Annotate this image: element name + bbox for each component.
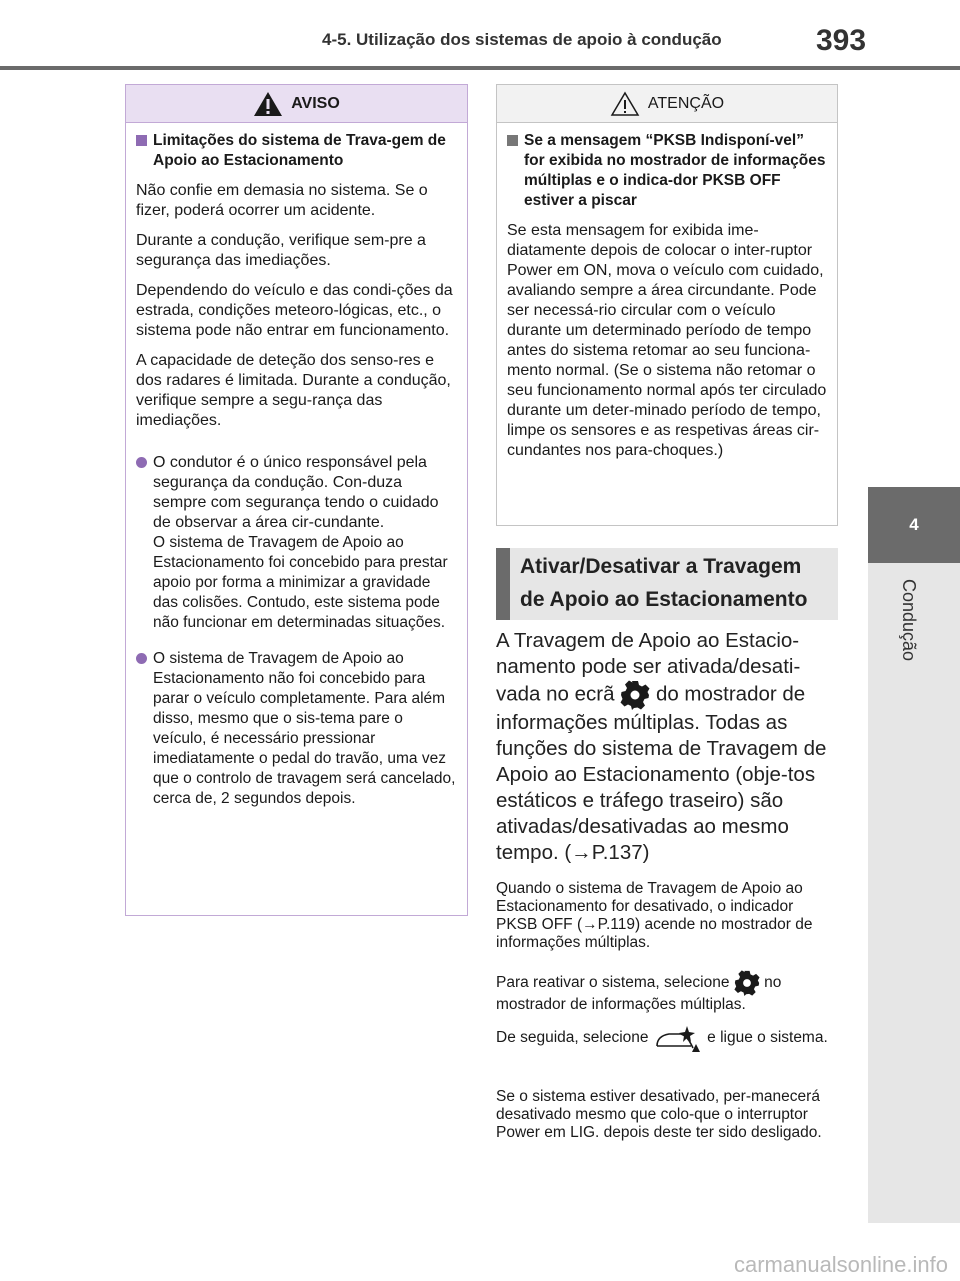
- note-persist: [496, 1088, 838, 1142]
- aviso-paragraph: Não confie em demasia no sistema. Se o fizer, poderá ocorrer um acidente.: [136, 182, 428, 219]
- atencao-paragraph: Se esta mensagem for exibida ime-diatamente depois de colocar o inter-ruptor Power em ON, mova o veículo com cuidado, avaliando sempre a área circundante. Pode ser necessá-rio circular com o veículo durante um determinado período de tempo antes do sistema retomar ao seu funciona-mento normal. (Se o sistema não retomar o seu funcionamento normal após ter circulado durante um deter-minado período de tempo, limpe os sensores e as respetivas áreas cir-cundantes nos para-choques.): [507, 222, 827, 459]
- aviso-box: [125, 84, 468, 916]
- atencao-title: ATENÇÃO: [647, 94, 725, 112]
- note-text: Quando o sistema de Travagem de Apoio ao Estacionamento for desativado, o indicador PKSB OFF (→P.119) acende no mostrador de informações múltiplas.: [496, 880, 813, 951]
- note-text: Para reativar o sistema, selecione: [496, 974, 730, 992]
- aviso-header: [126, 85, 467, 123]
- aviso-bullet-text: O condutor é o único responsável pela segurança da condução. Con-duza sempre com segurança tendo o cuidado de observar a área cir-cundante.: [153, 454, 439, 531]
- note-reactivate: [496, 970, 838, 1014]
- gear-icon: [620, 680, 650, 710]
- aviso-paragraph: Dependendo do veículo e das condi-ções da estrada, condições meteoro-lógicas, etc., o sistema pode não entrar em funcionamento.: [136, 282, 453, 339]
- aviso-bullet-detail: O sistema de Travagem de Apoio ao Estacionamento foi concebido para prestar apoio por forma a minimizar a gravidade das colisões. Contudo, este sistema pode não funcionar em determinadas situações.: [153, 534, 448, 631]
- aviso-subheading: [136, 131, 457, 171]
- chapter-label-tab: [868, 563, 960, 1223]
- aviso-paragraph: Durante a condução, verifique sem-pre a segurança das imediações.: [136, 232, 426, 269]
- aviso-bullet-text: O sistema de Travagem de Apoio ao Estacionamento não foi concebido para parar o veículo completamente. Para além disso, mesmo que o sis-tema pare o veículo, é necessário pressionar imediatamente o pedal do travão, uma vez que o controlo de travagem será cancelado, cerca de, 2 segundos depois.: [153, 650, 456, 807]
- square-bullet-icon: [136, 135, 147, 146]
- note-deactivated: [496, 880, 838, 952]
- intro-text-after-icon: do mostrador de informações múltiplas. Todas as funções do sistema de Travagem de Apoio ao Estacionamento (obje-tos estáticos e tráfego traseiro) são ativadas/desativadas ao mesmo tempo. (→P.137): [496, 682, 827, 864]
- note-text: e ligue o sistema.: [707, 1029, 828, 1047]
- section-intro: [496, 628, 838, 866]
- note-text: no mostrador de informações múltiplas.: [496, 974, 782, 1013]
- chapter-label: Condução: [899, 579, 919, 662]
- header-rule: [0, 66, 960, 70]
- note-select: [496, 1022, 838, 1054]
- round-bullet-icon: [136, 457, 147, 468]
- caution-triangle-icon: [610, 91, 640, 117]
- square-bullet-icon: [507, 135, 518, 146]
- warning-triangle-icon: [253, 91, 283, 117]
- aviso-paragraph: A capacidade de deteção dos senso-res e dos radares é limitada. Durante a condução, verifique sempre a segu-rança das imediações.: [136, 352, 451, 429]
- round-bullet-icon: [136, 653, 147, 664]
- header-title: 4-5. Utilização dos sistemas de apoio à condução: [322, 30, 722, 49]
- aviso-subheading-text: Limitações do sistema de Trava-gem de Apoio ao Estacionamento: [153, 132, 446, 169]
- page-number: 393: [816, 24, 867, 57]
- watermark: carmanualsonline.info: [733, 1252, 948, 1277]
- aviso-bullet: [136, 649, 457, 809]
- atencao-subheading: [507, 131, 827, 211]
- atencao-box: [496, 84, 838, 526]
- section-heading: Ativar/Desativar a Travagem de Apoio ao Estacionamento: [496, 548, 838, 620]
- atencao-subheading-text: Se a mensagem “PKSB Indisponí-vel” for exibida no mostrador de informações múltiplas e o indica-dor PKSB OFF estiver a piscar: [524, 132, 826, 209]
- note-text: Se o sistema estiver desativado, per-manecerá desativado mesmo que colo-que o interruptor Power em LIG. depois deste ter sido desligado.: [496, 1088, 822, 1141]
- intro-text-before-icon: A Travagem de Apoio ao Estacio-namento pode ser ativada/desati-vada no ecrã: [496, 629, 801, 706]
- note-text: De seguida, selecione: [496, 1029, 649, 1047]
- gear-icon: [734, 970, 760, 996]
- aviso-title: AVISO: [291, 94, 340, 112]
- atencao-header: [497, 85, 837, 123]
- parking-support-brake-icon: [653, 1022, 703, 1054]
- chapter-tab: 4: [868, 487, 960, 563]
- aviso-bullet: [136, 453, 457, 633]
